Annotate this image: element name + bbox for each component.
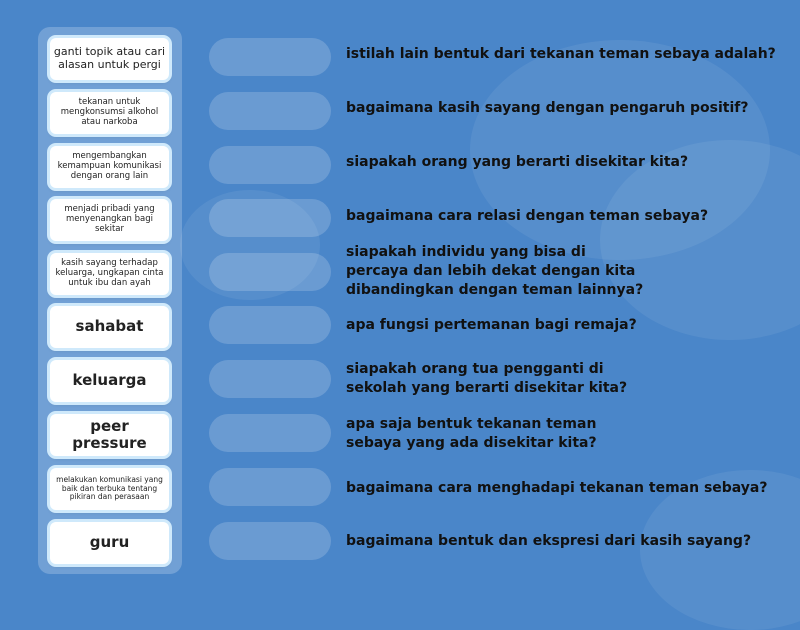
question-text: bagaimana kasih sayang dengan pengaruh positif? xyxy=(346,100,749,116)
drop-slot[interactable] xyxy=(209,199,331,237)
answer-card[interactable] xyxy=(50,92,169,134)
question-text: apa saja bentuk tekanan teman sebaya yang ada disekitar kita? xyxy=(346,416,597,451)
drop-slot[interactable] xyxy=(209,92,331,130)
answer-card-label: mengembangkan kemampuan komunikasi dengan orang lain xyxy=(57,151,162,181)
answer-card[interactable] xyxy=(50,522,169,564)
answer-card[interactable] xyxy=(50,468,169,510)
question-text: siapakah orang tua pengganti di sekolah yang berarti disekitar kita? xyxy=(346,361,628,396)
drop-slot[interactable] xyxy=(209,360,331,398)
drop-slot[interactable] xyxy=(209,306,331,344)
answer-card-label: kasih sayang terhadap keluarga, ungkapan cinta untuk ibu dan ayah xyxy=(55,258,164,288)
answer-card-label: peer pressure xyxy=(72,416,147,452)
answer-card-label: keluarga xyxy=(72,371,147,390)
drop-slot[interactable] xyxy=(209,146,331,184)
question-text: bagaimana bentuk dan ekspresi dari kasih sayang? xyxy=(346,533,752,549)
answer-card-label: menjadi pribadi yang menyenangkan bagi sekitar xyxy=(64,204,155,234)
question-text: bagaimana cara relasi dengan teman sebaya? xyxy=(346,208,709,224)
answer-card-label: sahabat xyxy=(75,317,144,336)
answer-card-label: tekanan untuk mengkonsumsi alkohol atau narkoba xyxy=(60,97,159,127)
drop-slot[interactable] xyxy=(209,253,331,291)
answer-card[interactable] xyxy=(50,253,169,295)
question-text: istilah lain bentuk dari tekanan teman sebaya adalah? xyxy=(346,46,776,62)
answer-card-label: guru xyxy=(89,533,130,552)
question-text: apa fungsi pertemanan bagi remaja? xyxy=(346,317,637,333)
answer-card[interactable] xyxy=(50,38,169,80)
drop-slot[interactable] xyxy=(209,522,331,560)
answer-card[interactable] xyxy=(50,414,169,456)
drop-slot[interactable] xyxy=(209,414,331,452)
answer-card-label: ganti topik atau cari alasan untuk pergi xyxy=(53,45,166,71)
answer-card[interactable] xyxy=(50,306,169,348)
answer-card[interactable] xyxy=(50,360,169,402)
question-text: bagaimana cara menghadapi tekanan teman sebaya? xyxy=(346,480,768,496)
drop-slot[interactable] xyxy=(209,468,331,506)
question-text: siapakah individu yang bisa di percaya dan lebih dekat dengan kita dibandingkan dengan teman lainnya? xyxy=(346,244,644,298)
answer-card[interactable] xyxy=(50,146,169,188)
drop-slot[interactable] xyxy=(209,38,331,76)
answer-card[interactable] xyxy=(50,199,169,241)
answer-card-label: melakukan komunikasi yang baik dan terbuka tentang pikiran dan perasaan xyxy=(56,475,163,502)
question-text: siapakah orang yang berarti disekitar kita? xyxy=(346,154,689,170)
